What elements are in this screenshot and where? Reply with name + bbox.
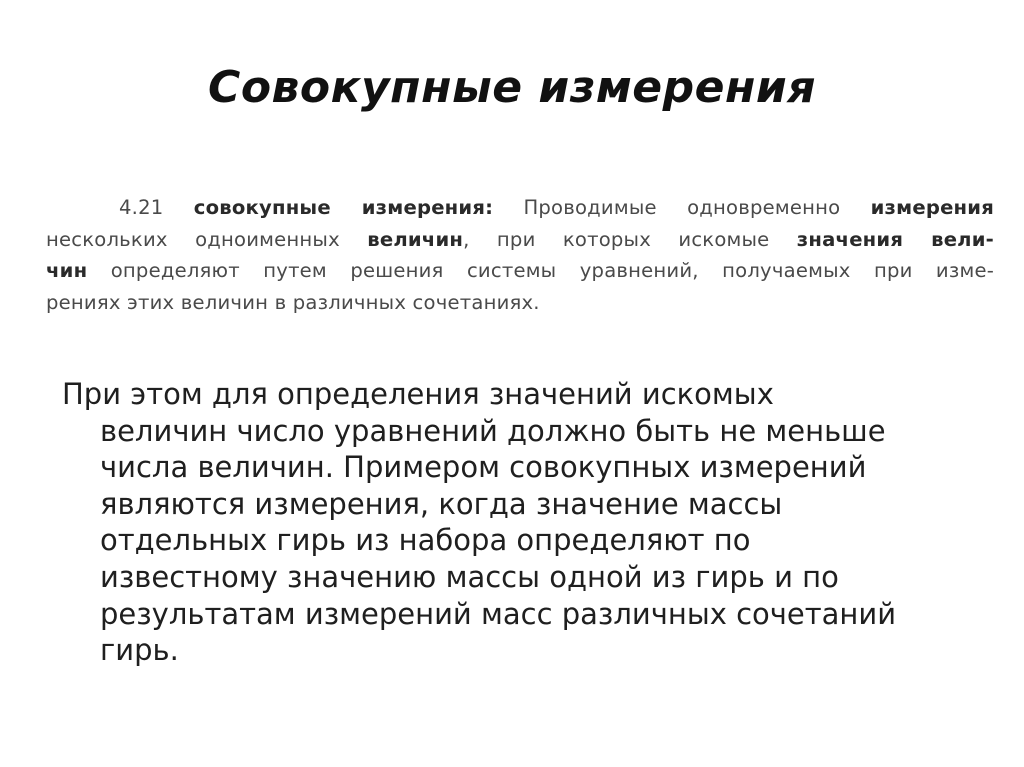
definition-text: Проводимые одновременно [493,196,871,219]
definition-text: определяют путем решения системы уравнений, получаемых при изме- [87,259,994,282]
definition-text: , при которых искомые [463,227,797,251]
definition-term-number: 4.21 [119,196,194,219]
definition-keyword: значения вели- [796,227,994,251]
body-line: результатам измерений масс различных сочетаний [100,596,897,631]
definition-text: рениях этих величин в различных сочетаниях. [46,290,540,314]
definition-term: совокупные измерения: [193,196,494,219]
body-line: числа величин. Примером совокупных измерений [100,450,867,485]
body-line: При этом для определения значений искомых [62,377,774,411]
body-line: гирь. [100,633,179,668]
definition-keyword: величин [367,227,464,251]
slide-title: Совокупные измерения [208,62,816,113]
body-line: отдельных гирь из набора определяют по [100,523,751,558]
definition-line [46,224,994,256]
body-line: известному значению массы одной из гирь и по [100,559,839,594]
definition-keyword: измерения [870,196,995,219]
body-paragraph [62,376,962,669]
definition-line [46,192,994,224]
definition-line [46,287,994,319]
body-line: величин число уравнений должно быть не меньше [100,413,886,448]
definition-excerpt [46,192,994,318]
definition-text: нескольких одноименных [46,227,368,251]
definition-keyword: чин [46,259,88,282]
definition-line [46,255,994,287]
body-line: являются измерения, когда значение массы [100,486,783,521]
